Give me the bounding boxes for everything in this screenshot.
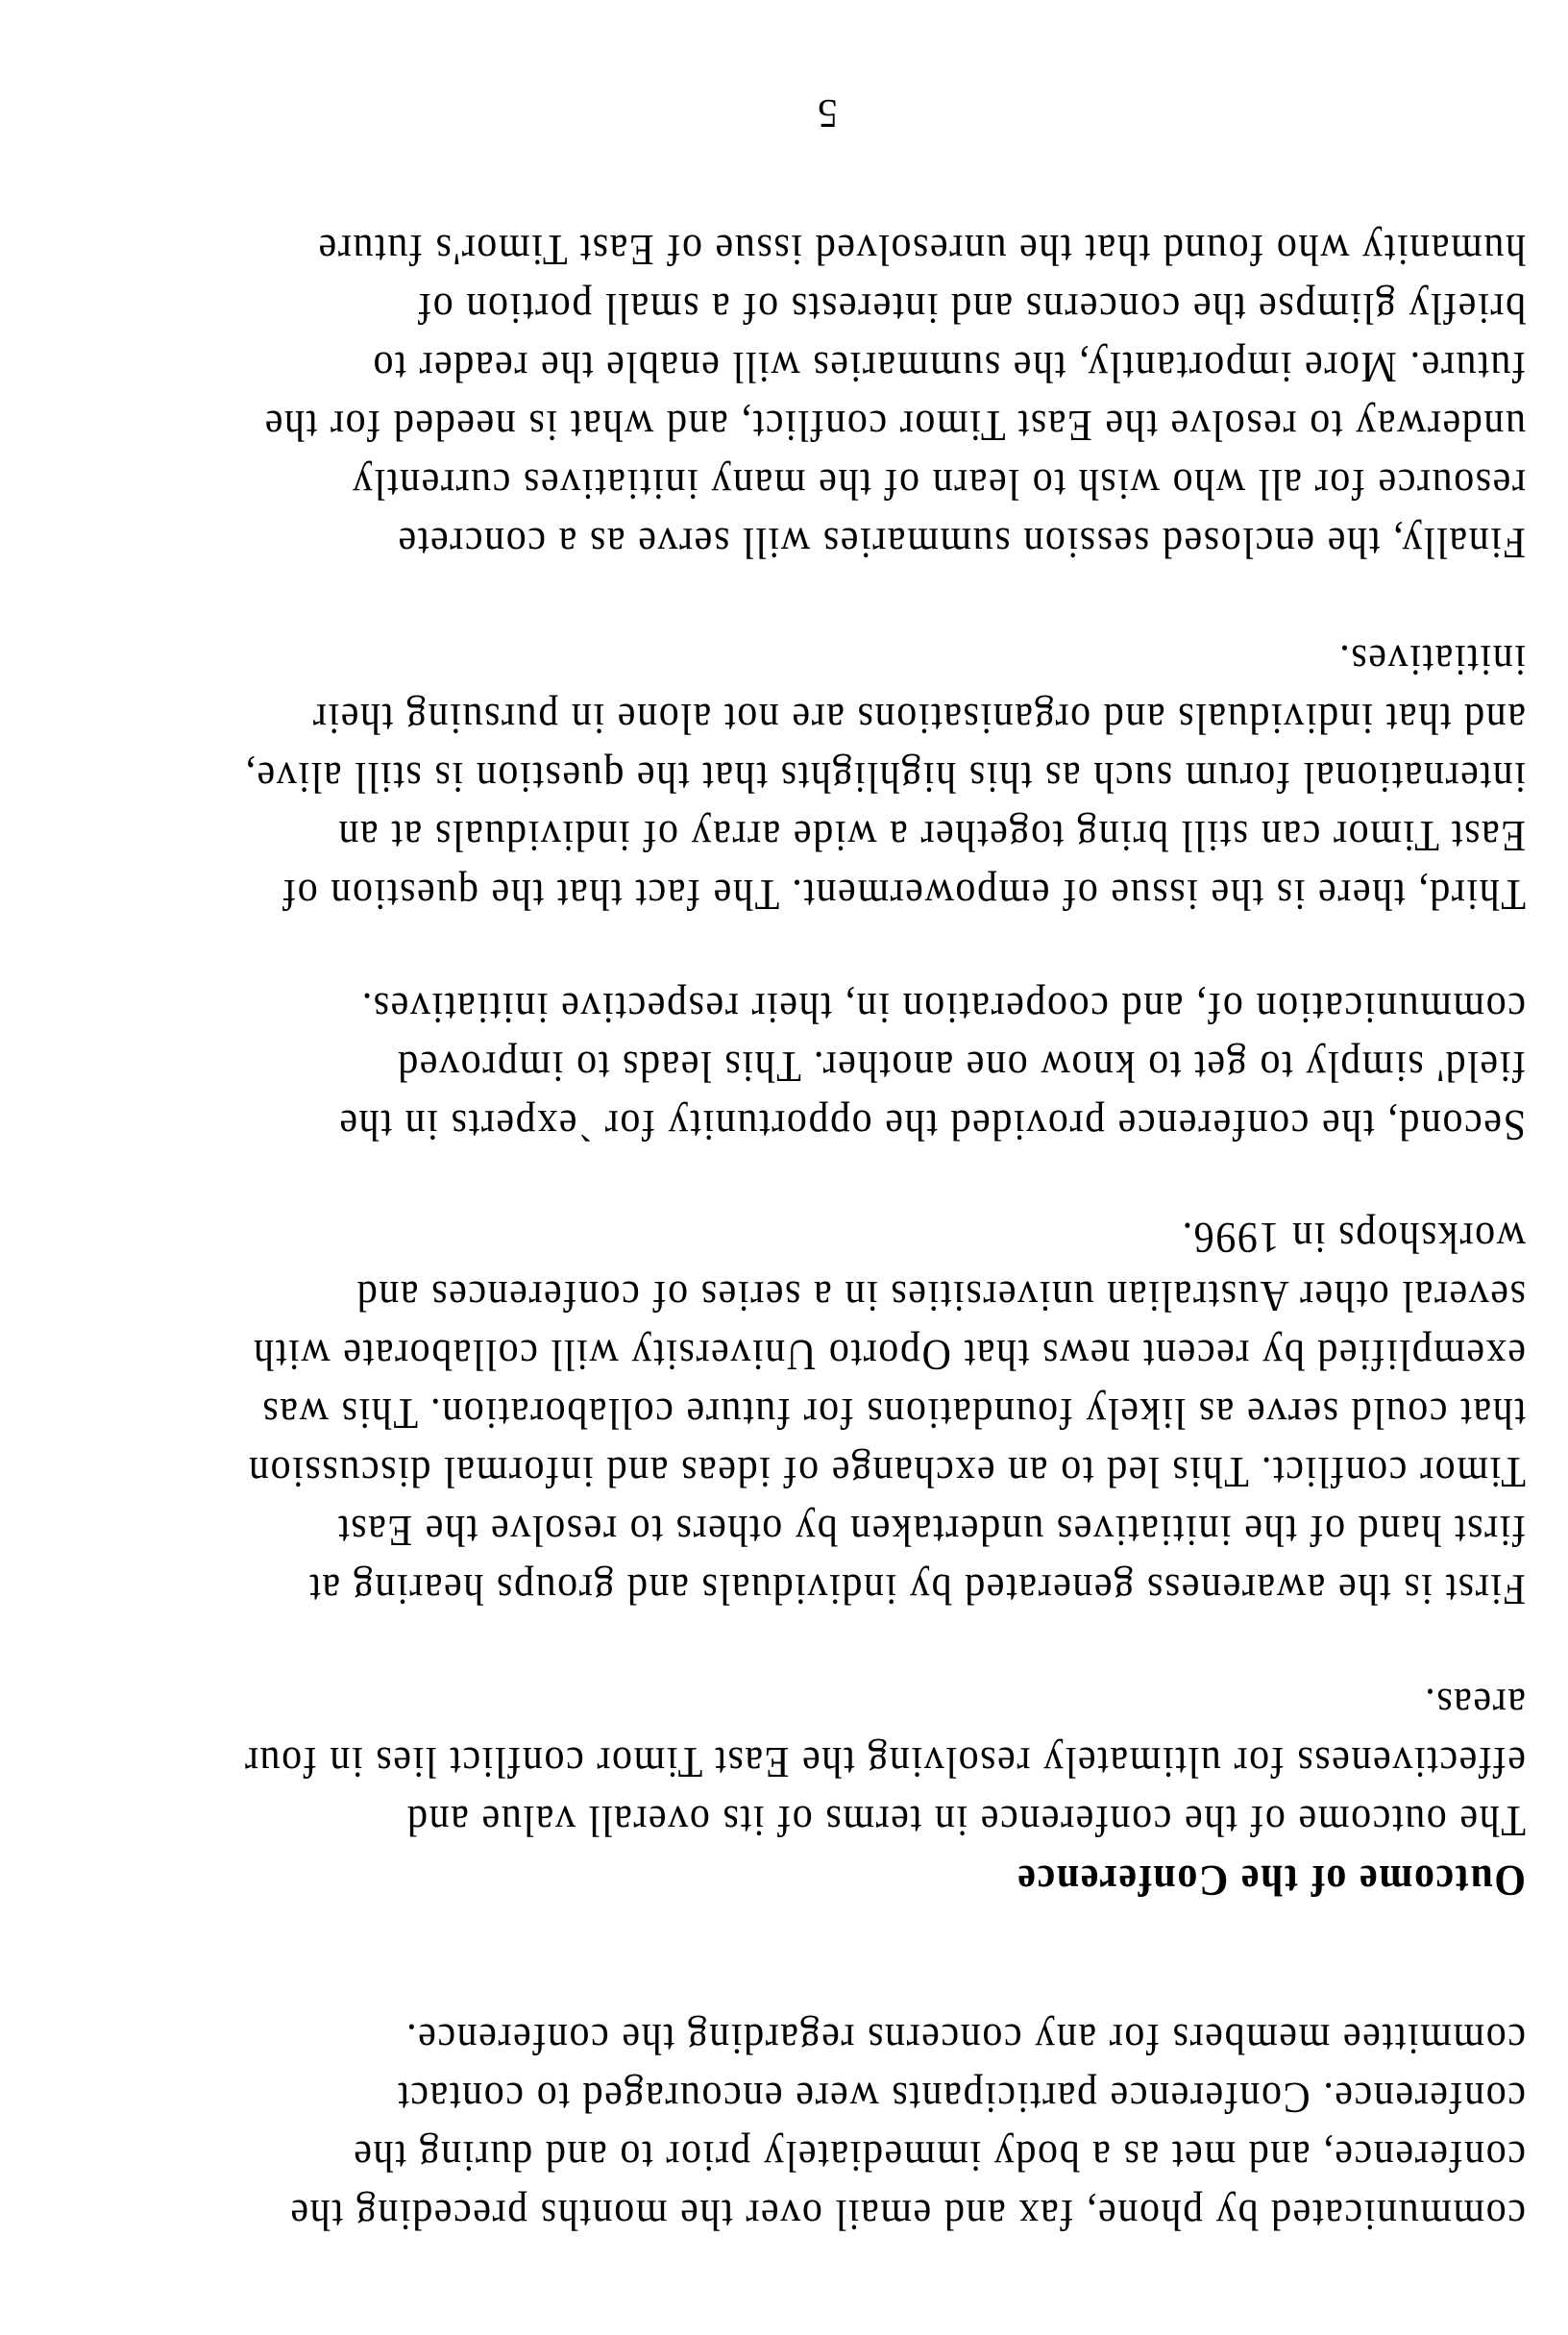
text-line: workshops in 1996. [1181,1213,1526,1261]
text-line: initiatives. [1337,635,1526,683]
text-line: effectiveness for ultimately resolving the East Timor conflict lies in four [243,1737,1526,1785]
text-line: Second, the conference provided the opportunity for `experts in the [337,1100,1526,1148]
text-line: Third, there is the issue of empowerment. The fact that the question of [281,870,1526,918]
text-line: First is the awareness generated by individuals and groups hearing at [307,1564,1526,1612]
section-heading-text: Outcome of the Conference [1016,1856,1526,1904]
second-paragraph [27,977,1526,1153]
text-line: underway to resolve the East Timor conflict, and what is needed for the [263,401,1526,449]
section-heading [27,1850,1526,1908]
text-line: East Timor can still bring together a wide array of individuals at an [336,811,1526,859]
text-line: exemplified by recent news that Oporto University will collaborate with [252,1330,1526,1378]
outcome-paragraph [27,1673,1526,1849]
third-paragraph [27,629,1526,922]
text-line: resource for all who wish to learn of the many initiatives currently [351,459,1526,507]
text-line: Finally, the enclosed session summaries will serve as a concrete [396,518,1526,566]
text-line: communicated by phone, fax and email over the months preceding the [288,2190,1526,2238]
page-number: 5 [818,90,838,135]
text-line: Timor conflict. This led to an exchange of ideas and informal discussion [247,1447,1526,1495]
final-paragraph [27,219,1526,571]
text-line: conference, and met as a body immediately prior to and during the [352,2131,1526,2179]
text-line: conference. Conference participants were encouraged to contact [396,2073,1526,2121]
text-line: and that individuals and organisations are not alone in pursuing their [311,694,1526,742]
text-line: international forum such as this highlights that the question is still alive, [243,752,1526,800]
text-line: field' simply to get to know one another. This leads to improved [396,1042,1526,1090]
text-line: communication of, and cooperation in, their respective initiatives. [360,983,1526,1031]
text-line: humanity who found that the unresolved issue of East Timor's future [317,225,1526,273]
text-line: that could serve as likely foundations for future collaboration. This was [260,1389,1526,1437]
first-paragraph [27,1207,1526,1617]
text-line: briefly glimpse the concerns and interests of a small portion of [416,283,1526,332]
text-line: committee members for any concerns regarding the conference. [404,2014,1526,2062]
text-line: first hand of the initiatives undertaken by others to resolve the East [336,1506,1526,1554]
text-line: future. More importantly, the summaries will enable the reader to [371,342,1526,390]
text-line: areas. [1423,1679,1526,1727]
intro-paragraph [27,2008,1526,2243]
text-line: The outcome of the conference in terms of its overall value and [405,1796,1526,1844]
text-line: several other Australian universities in a series of conferences and [355,1271,1526,1319]
